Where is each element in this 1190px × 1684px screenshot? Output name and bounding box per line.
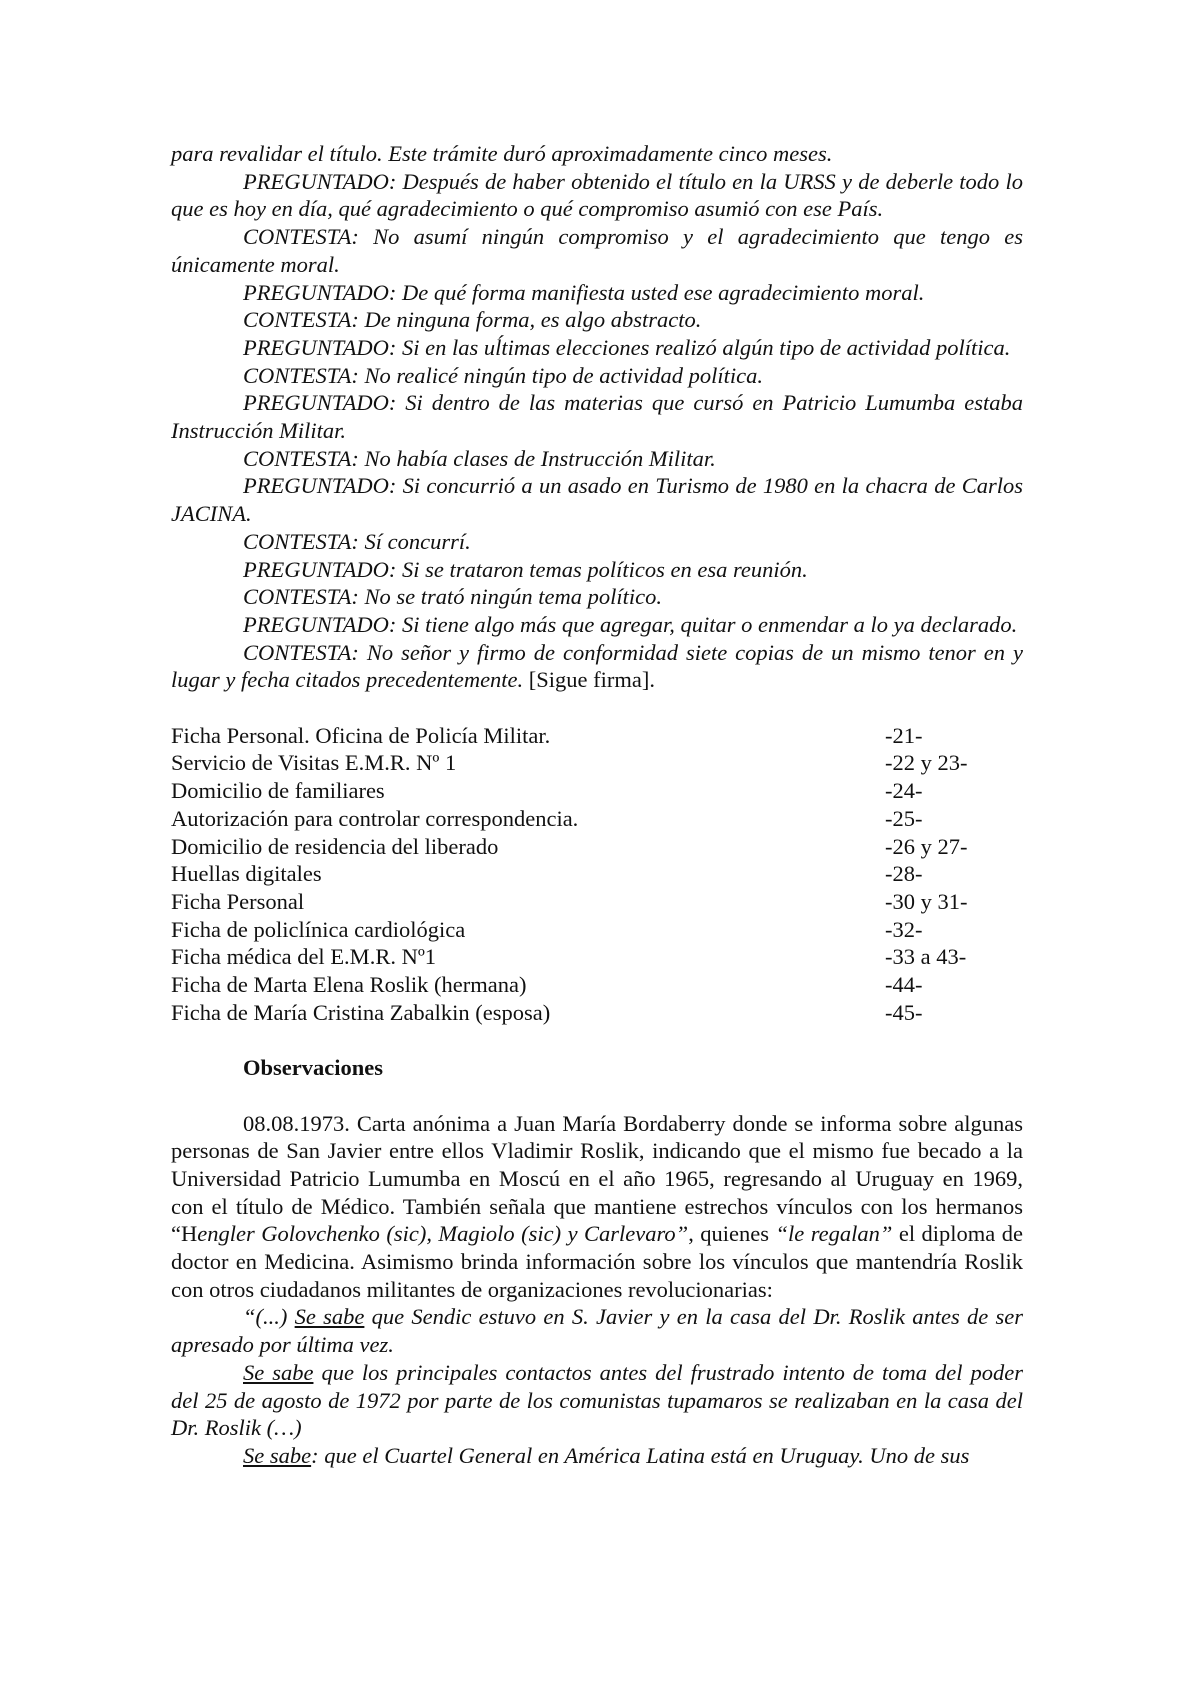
qa-text: Después de haber obtenido el título en la URSS y de deberle todo lo que es hoy en día, qué agradecimiento o qué compromiso asumió con ese País. <box>171 168 1023 222</box>
qa-text: No había clases de Instrucción Militar. <box>358 445 716 471</box>
index-pages: -25- <box>885 805 923 831</box>
index-label: Ficha Personal <box>171 888 305 914</box>
qa-speaker: CONTESTA: <box>243 307 359 333</box>
qa-text: Si tiene algo más que agregar, quitar o enmendar a lo ya declarado. <box>396 611 1018 637</box>
index-label: Ficha médica del E.M.R. Nº1 <box>171 944 437 970</box>
qa-paragraph <box>171 362 1023 390</box>
qa-text: Si dentro de las materias que cursó en Patricio Lumumba estaba Instrucción Militar. <box>171 390 1023 444</box>
observations-heading: Observaciones <box>243 1055 383 1081</box>
observations-text: el diploma de doctor en Medicina. Asimismo brinda información sobre los vínculos que mantendría Roslik con otros ciudadanos militantes de organizaciones revolucionarias: <box>171 1221 1023 1302</box>
index-pages: -22 y 23- <box>885 750 968 776</box>
qa-speaker: PREGUNTADO: <box>243 279 397 305</box>
quote-text: que los principales contactos antes del frustrado intento de toma del poder del 25 de agosto de 1972 por parte de los comunistas tupamaros se realizaban en la casa del Dr. Roslik (…) <box>171 1359 1023 1441</box>
quote-text: que Sendic estuvo en S. Javier y en la casa del Dr. Roslik antes de ser apresado por última vez. <box>171 1304 1023 1358</box>
spacer <box>171 1082 1023 1110</box>
qa-paragraph <box>171 528 1023 556</box>
index-label: Ficha de policlínica cardiológica <box>171 916 466 942</box>
index-row <box>171 971 1023 999</box>
qa-text: De qué forma manifiesta usted ese agradecimiento moral. <box>396 279 925 305</box>
index-label: Servicio de Visitas E.M.R. Nº 1 <box>171 750 457 776</box>
index-label: Ficha Personal. Oficina de Policía Militar. <box>171 722 551 748</box>
qa-speaker: CONTESTA: <box>243 445 359 471</box>
index-row <box>171 833 1023 861</box>
index-label: Ficha de Marta Elena Roslik (hermana) <box>171 972 527 998</box>
qa-speaker: PREGUNTADO: <box>243 611 397 637</box>
index-row <box>171 916 1023 944</box>
observations-text: 08.08.1973. Carta anónima a Juan María Bordaberry donde se informa sobre algunas personas de San Javier entre ellos Vladimir Roslik, indicando que el mismo fue becado a la Universidad Patricio Lumumba en Moscú en el año 1965, regresando al Uruguay en 1969, con el título de Médico. También señala que mantiene estrechos vínculos con los hermanos “H <box>171 1110 1023 1247</box>
index-row <box>171 777 1023 805</box>
qa-speaker: CONTESTA: <box>243 639 359 665</box>
qa-paragraph <box>171 168 1023 223</box>
index-row <box>171 805 1023 833</box>
observations-paragraph <box>171 1110 1023 1304</box>
index-pages: -26 y 27- <box>885 833 968 859</box>
index-row <box>171 860 1023 888</box>
index-pages: -33 a 43- <box>885 944 967 970</box>
index-pages: -32- <box>885 916 923 942</box>
letter-quote-paragraph <box>171 1303 1023 1358</box>
qa-paragraph <box>171 611 1023 639</box>
index-pages: -45- <box>885 999 923 1025</box>
observations-text: , <box>688 1221 694 1247</box>
qa-text: No asumí ningún compromiso y el agradecimiento que tengo es únicamente moral. <box>171 224 1023 277</box>
document-page <box>171 140 1023 1470</box>
quote-underlined: Se sabe <box>294 1304 365 1330</box>
quote-underlined: Se sabe <box>243 1359 314 1385</box>
spacer <box>171 694 1023 722</box>
letter-quote-paragraph <box>171 1359 1023 1442</box>
observations-names: engler Golovchenko (sic), Magiolo (sic) y Carlevaro” <box>197 1221 689 1247</box>
qa-paragraph <box>171 389 1023 444</box>
qa-paragraph <box>171 556 1023 584</box>
quote-open: “(...) <box>243 1304 295 1330</box>
qa-text: Si se trataron temas políticos en esa reunión. <box>396 556 808 582</box>
document-index <box>171 722 1023 1027</box>
index-label: Huellas digitales <box>171 861 322 887</box>
index-label: Ficha de María Cristina Zabalkin (esposa) <box>171 999 551 1025</box>
qa-paragraph <box>171 472 1023 527</box>
quote-underlined: Se sabe <box>243 1443 312 1468</box>
qa-speaker: PREGUNTADO: <box>243 556 397 582</box>
quote-text: : que el Cuartel General en América Latina está en Uruguay. Uno de sus <box>311 1443 970 1468</box>
index-row <box>171 999 1023 1027</box>
index-pages: -24- <box>885 778 923 804</box>
qa-text: No realicé ningún tipo de actividad política. <box>358 362 763 388</box>
observations-quote: “le regalan” <box>775 1221 893 1247</box>
interrogation-first-line: para revalidar el título. Este trámite duró aproximadamente cinco meses. <box>171 141 833 166</box>
qa-speaker: PREGUNTADO: <box>243 390 397 416</box>
index-label: Domicilio de familiares <box>171 778 385 804</box>
qa-text: De ninguna forma, es algo abstracto. <box>358 307 702 333</box>
index-label: Autorización para controlar correspondencia. <box>171 805 579 831</box>
qa-paragraph <box>171 334 1023 362</box>
qa-paragraph <box>171 279 1023 307</box>
qa-paragraph-final <box>171 639 1023 694</box>
index-row <box>171 749 1023 777</box>
index-row <box>171 888 1023 916</box>
observations-text: quienes <box>693 1221 776 1247</box>
index-label: Domicilio de residencia del liberado <box>171 833 499 859</box>
qa-paragraph <box>171 306 1023 334</box>
qa-paragraph <box>171 223 1023 278</box>
index-pages: -28- <box>885 861 923 887</box>
signature-note: [Sigue firma]. <box>523 667 656 693</box>
qa-speaker: CONTESTA: <box>243 362 359 388</box>
qa-text: Si en las uĺtimas elecciones realizó algún tipo de actividad política. <box>396 334 1011 360</box>
letter-quote-paragraph <box>171 1442 1023 1470</box>
qa-paragraph <box>171 445 1023 473</box>
spacer <box>171 1026 1023 1054</box>
qa-paragraph <box>171 583 1023 611</box>
qa-text: No señor y firmo de conformidad siete copias de un mismo tenor en y lugar y fecha citados precedentemente. <box>171 639 1023 693</box>
qa-speaker: CONTESTA: <box>243 584 359 610</box>
index-row <box>171 943 1023 971</box>
qa-speaker: CONTESTA: <box>243 528 359 554</box>
index-pages: -21- <box>885 722 923 748</box>
qa-speaker: PREGUNTADO: <box>243 473 397 499</box>
index-row <box>171 722 1023 750</box>
index-pages: -44- <box>885 972 923 998</box>
qa-text: No se trató ningún tema político. <box>358 584 662 610</box>
qa-speaker: PREGUNTADO: <box>243 168 397 194</box>
index-pages: -30 y 31- <box>885 888 968 914</box>
qa-speaker: PREGUNTADO: <box>243 334 397 360</box>
qa-text: Si concurrió a un asado en Turismo de 1980 en la chacra de Carlos JACINA. <box>171 473 1023 527</box>
qa-text: Sí concurrí. <box>358 528 471 554</box>
qa-speaker: CONTESTA: <box>243 224 359 250</box>
